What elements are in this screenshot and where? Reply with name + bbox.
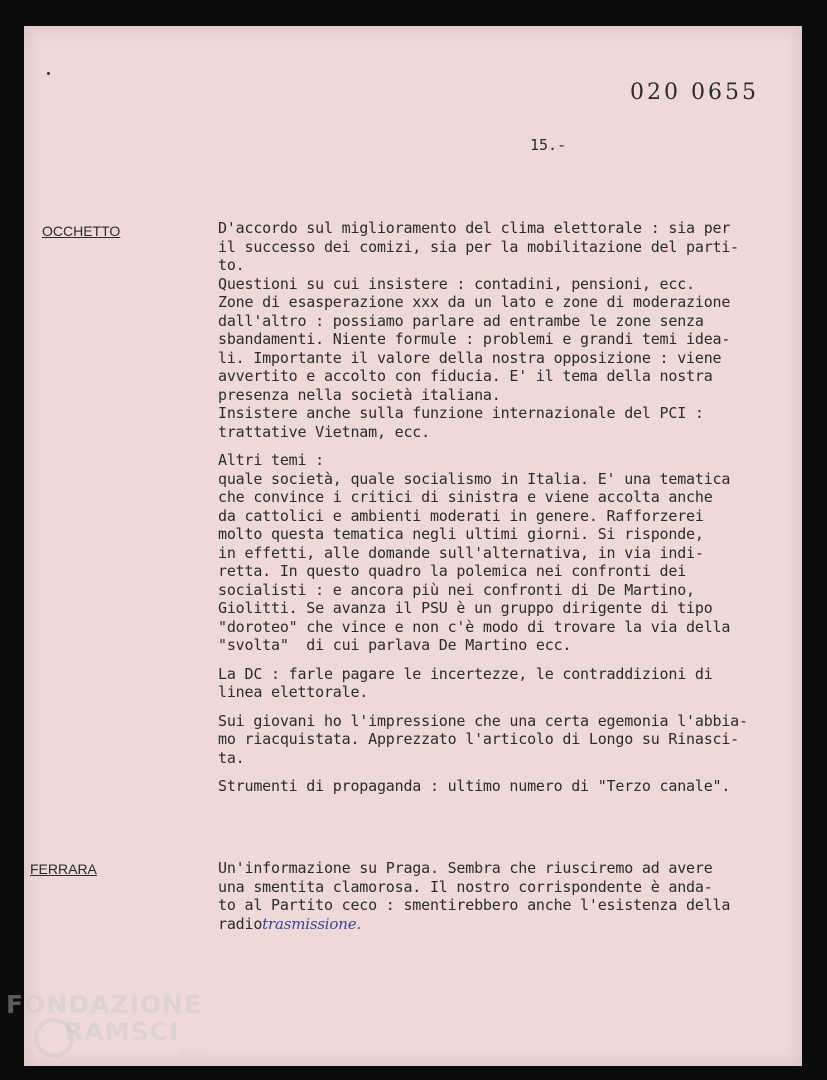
text-line: Sui giovani ho l'impressione che una certa egemonia l'abbia- [218,711,748,730]
text-line: li. Importante il valore della nostra opposizione : viene [218,348,722,367]
gramsci-g-logo-icon [34,1018,74,1058]
text-line: quale società, quale socialismo in Italia. E' una tematica [218,469,731,488]
text-line: ta. [218,748,245,767]
page-number: 15.- [530,136,567,154]
text-line: Un'informazione su Praga. Sembra che riusciremo ad avere [218,859,713,877]
text-line: to al Partito ceco : smentirebbero anche l'esistenza della [218,896,731,914]
fondazione-gramsci-watermark [6,990,208,1059]
text-line [218,915,788,934]
text-line: Strumenti di propaganda : ultimo numero di "Terzo canale". [218,777,731,795]
text-line: trattative Vietnam, ecc. [218,422,430,441]
text-line: Questioni su cui insistere : contadini, pensioni, ecc. [218,274,695,293]
paragraph-gap [218,767,788,777]
text-line: il successo dei comizi, sia per la mobilitazione del parti- [218,237,740,256]
ferrara-text [218,859,788,933]
text-line: "doroteo" che vince e non c'è modo di trovare la via della [218,617,731,636]
text-line: D'accordo sul miglioramento del clima elettorale : sia per [218,219,731,237]
text-line: Zone di esasperazione xxx da un lato e zone di moderazione [218,293,731,311]
text-line: Altri temi : [218,451,324,469]
text-line: presenza nella società italiana. [218,385,501,404]
watermark-line2: RAMSCI [64,1017,180,1046]
watermark-suffix: onlus [181,1048,208,1059]
text-line: dall'altro : possiamo parlare ad entrambe le zone senza [218,311,704,330]
watermark-line1: FONDAZIONE [6,990,203,1019]
speaker-ferrara: FERRARA [30,861,97,877]
text-line: mo riacquistata. Apprezzato l'articolo di Longo su Rinasci- [218,730,740,748]
text-line: una smentita clamorosa. Il nostro corrispondente è anda- [218,877,713,896]
text-line: retta. In questo quadro la polemica nei confronti dei [218,562,687,580]
text-line: avvertito e accolto con fiducia. E' il tema della nostra [218,367,713,385]
paragraph-gap [218,655,788,665]
text-line: molto questa tematica negli ultimi giorni. Si risponde, [218,525,704,543]
text-line: "svolta" di cui parlava De Martino ecc. [218,636,572,654]
text-line: to. [218,256,245,274]
text-line: La DC : farle pagare le incertezze, le contraddizioni di [218,664,713,683]
text-line: in effetti, alle domande sull'alternativa, in via indi- [218,543,704,562]
text-line: sbandamenti. Niente formule : problemi e grandi temi idea- [218,330,731,348]
text-line: da cattolici e ambienti moderati in genere. Rafforzerei [218,506,704,525]
handwritten-annotation: trasmissione. [262,914,361,933]
archive-number: 020 0655 [630,80,759,105]
text-line: che convince i critici di sinistra e viene accolta anche [218,488,713,506]
speaker-occhetto: OCCHETTO [42,223,121,239]
occhetto-text [218,219,788,796]
text-line: Insistere anche sulla funzione internazionale del PCI : [218,404,704,422]
paragraph-gap [218,441,788,451]
typed-word: radio [218,914,263,933]
text-line: socialisti : e ancora più nei confronti di De Martino, [218,580,695,599]
text-line: Giolitti. Se avanza il PSU è un gruppo dirigente di tipo [218,599,713,617]
text-line: linea elettorale. [218,683,369,701]
paragraph-gap [218,702,788,712]
ink-dot [47,72,50,75]
